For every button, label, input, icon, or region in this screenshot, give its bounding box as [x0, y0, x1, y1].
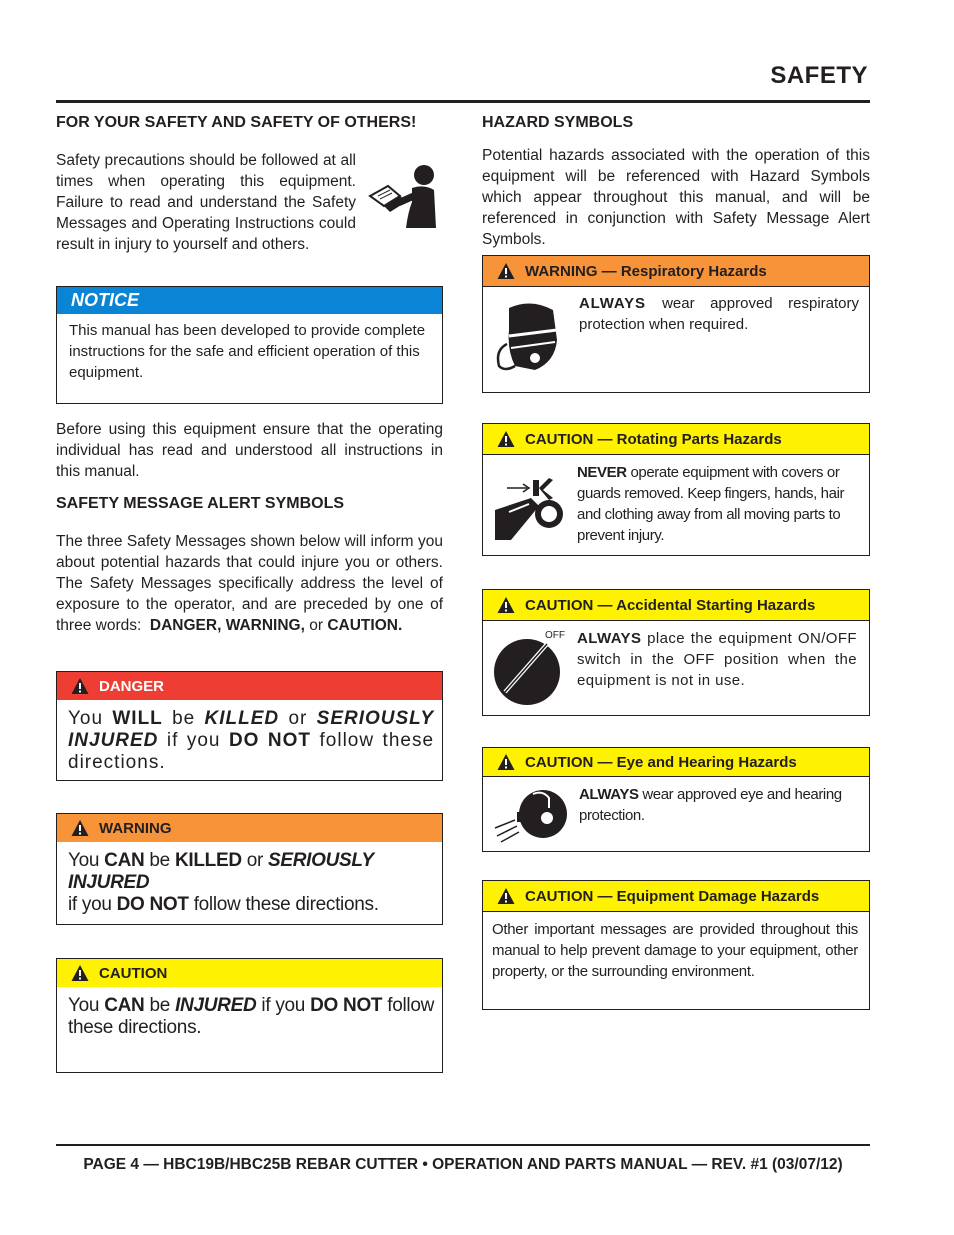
- danger-label: DANGER: [99, 677, 165, 695]
- eye-hearing-text: [579, 784, 861, 826]
- warning-box: [56, 813, 443, 925]
- accidental-starting-text: [577, 628, 857, 691]
- for-safety-heading: FOR YOUR SAFETY AND SAFETY OF OTHERS!: [56, 114, 417, 131]
- msg-word: be: [172, 708, 196, 729]
- msg-word: SERIOUSLY INJURED: [68, 850, 374, 893]
- equipment-damage-title: CAUTION — Equipment Damage Hazards: [525, 887, 820, 905]
- msg-word: CAN: [104, 995, 145, 1016]
- rotating-parts-lead: NEVER: [577, 464, 627, 481]
- respiratory-hazard-box: [482, 255, 870, 393]
- caution-message: [68, 995, 434, 1039]
- msg-word: CAN: [104, 850, 145, 871]
- eye-hearing-hazard-box: [482, 747, 870, 852]
- alert-symbols-body: The three Safety Messages shown below will inform you about potential hazards that could injure you or others. The Safety Messages specifically address the level of exposure to the operator, and are preceded by one of three words:: [56, 533, 443, 634]
- msg-word: WILL: [112, 708, 163, 729]
- msg-word: DO NOT: [116, 894, 189, 915]
- warning-triangle-icon: [497, 753, 515, 771]
- notice-text: This manual has been developed to provide complete instructions for the safe and efficient operation of this equipment.: [69, 322, 426, 381]
- alert-symbols-heading: SAFETY MESSAGE ALERT SYMBOLS: [56, 495, 345, 512]
- msg-word: if you: [261, 995, 306, 1016]
- for-safety-text: Safety precautions should be followed at all times when operating this equipment. Failure to read and understand the Safety Messages and Operating Instructions could result in injury to yourself and others.: [56, 152, 356, 253]
- eye-hearing-title: CAUTION — Eye and Hearing Hazards: [525, 753, 797, 771]
- warning-triangle-icon: [71, 819, 89, 837]
- warning-triangle-icon: [497, 262, 515, 280]
- equipment-damage-hazard-box: [482, 880, 870, 1010]
- respiratory-body: wear approved respiratory protection when required.: [579, 295, 859, 333]
- msg-word: DO NOT: [310, 995, 383, 1016]
- alert-words-b: CAUTION.: [327, 617, 403, 634]
- msg-word: SERIOUSLY INJURED: [68, 708, 435, 751]
- warning-triangle-icon: [497, 887, 515, 905]
- hazard-symbols-heading: HAZARD SYMBOLS: [482, 114, 634, 131]
- warning-message: [68, 850, 434, 916]
- accidental-starting-hazard-box: [482, 589, 870, 716]
- msg-word: DO NOT: [228, 730, 312, 751]
- off-label: OFF: [545, 630, 565, 641]
- warning-triangle-icon: [497, 430, 515, 448]
- warning-label: WARNING: [99, 819, 172, 837]
- caution-box: [56, 958, 443, 1073]
- respirator-icon: [491, 300, 563, 376]
- header-rule: [56, 100, 870, 103]
- eye-hearing-icon: [491, 788, 571, 848]
- msg-word: be: [149, 995, 171, 1016]
- warning-triangle-icon: [71, 677, 89, 695]
- msg-word: You: [68, 995, 100, 1016]
- alert-symbols-text: [56, 531, 443, 636]
- eye-hearing-lead: ALWAYS: [579, 786, 639, 803]
- msg-word: INJURED: [175, 995, 257, 1016]
- notice-box: [56, 286, 443, 404]
- alert-words-or: or: [309, 617, 324, 634]
- accidental-starting-body: place the equipment ON/OFF switch in the OFF position when the equipment is not in use.: [577, 630, 857, 689]
- respiratory-text: [579, 293, 859, 335]
- msg-word: or: [288, 708, 308, 729]
- rotating-parts-title: CAUTION — Rotating Parts Hazards: [525, 430, 782, 448]
- rotating-parts-text: [577, 462, 861, 546]
- msg-word: KILLED: [204, 708, 280, 729]
- page-footer: PAGE 4 — HBC19B/HBC25B REBAR CUTTER • OPERATION AND PARTS MANUAL — REV. #1 (03/07/12): [83, 1156, 843, 1173]
- rotating-parts-body: operate equipment with covers or guards removed. Keep fingers, hands, hair and clothing away from all moving parts to prevent injury.: [577, 464, 845, 544]
- msg-word: if you: [68, 894, 112, 915]
- rotating-parts-icon: [491, 470, 571, 546]
- msg-word: if you: [166, 730, 221, 751]
- msg-word: or: [246, 850, 264, 871]
- danger-message: [68, 708, 434, 774]
- notice-label: NOTICE: [57, 287, 442, 314]
- danger-box: [56, 671, 443, 781]
- msg-word: KILLED: [174, 850, 242, 871]
- msg-word: follow these directions.: [68, 995, 435, 1038]
- msg-word: be: [149, 850, 170, 871]
- warning-triangle-icon: [497, 596, 515, 614]
- respiratory-lead: ALWAYS: [579, 295, 646, 312]
- read-manual-icon: [366, 162, 444, 230]
- equipment-damage-text: Other important messages are provided throughout this manual to help prevent damage to your equipment, other property, or the surrounding environment.: [492, 921, 858, 980]
- msg-word: follow these directions.: [193, 894, 379, 915]
- alert-words-a: DANGER, WARNING,: [149, 617, 305, 634]
- msg-word: follow these directions.: [68, 730, 435, 773]
- msg-word: You: [68, 850, 100, 871]
- respiratory-title: WARNING — Respiratory Hazards: [525, 262, 767, 280]
- msg-word: You: [68, 708, 104, 729]
- accidental-starting-lead: ALWAYS: [577, 630, 642, 647]
- before-using-text: Before using this equipment ensure that the operating individual has read and understood all instructions in this manual.: [56, 421, 443, 480]
- accidental-starting-title: CAUTION — Accidental Starting Hazards: [525, 596, 816, 614]
- footer-rule: [56, 1144, 870, 1146]
- rotating-parts-hazard-box: [482, 423, 870, 556]
- warning-triangle-icon: [71, 964, 89, 982]
- page-title: SAFETY: [770, 62, 868, 89]
- eye-hearing-body: wear approved eye and hearing protection.: [579, 786, 842, 824]
- caution-label: CAUTION: [99, 964, 168, 982]
- off-switch-icon: [491, 630, 571, 710]
- hazard-symbols-text: Potential hazards associated with the operation of this equipment will be referenced with Hazard Symbols which appear throughout this manual, and will be referenced in conjunction with Safety Message Alert Symbols.: [482, 147, 870, 248]
